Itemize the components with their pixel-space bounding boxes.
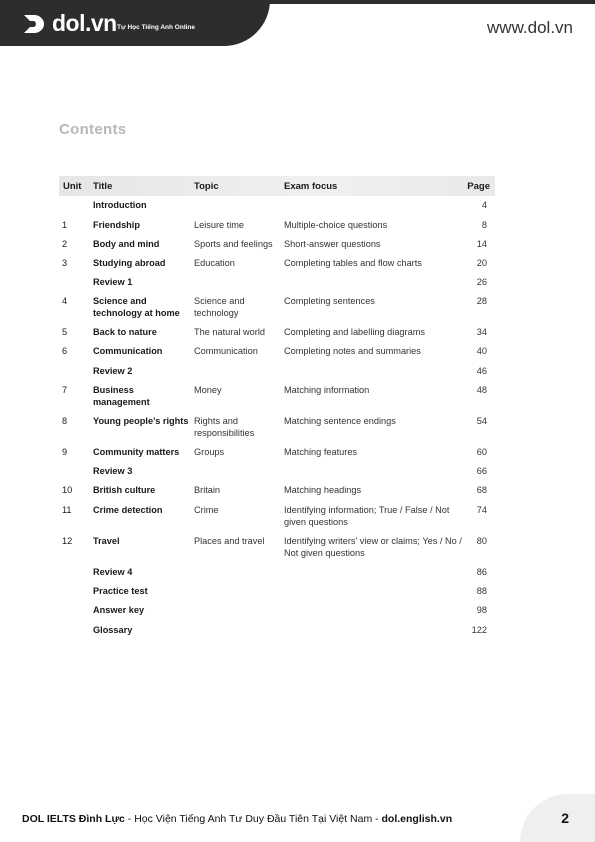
row-title: Introduction bbox=[93, 200, 147, 210]
logo-tagline: Tự Học Tiếng Anh Online bbox=[117, 24, 196, 31]
row-title: Science and technology at home bbox=[93, 296, 180, 318]
row-title: Review 2 bbox=[93, 366, 133, 376]
row-title: Travel bbox=[93, 536, 120, 546]
row-page: 48 bbox=[476, 385, 487, 395]
table-row bbox=[59, 484, 495, 503]
page-number: 2 bbox=[561, 810, 569, 826]
header-title: Title bbox=[93, 181, 113, 192]
table-row bbox=[59, 446, 495, 465]
row-title: Back to nature bbox=[93, 327, 157, 337]
row-page: 86 bbox=[476, 567, 487, 577]
row-title: Review 4 bbox=[93, 567, 133, 577]
row-topic: Rights and responsibilities bbox=[194, 416, 255, 438]
row-unit: 9 bbox=[62, 447, 68, 457]
table-row bbox=[59, 384, 495, 415]
row-title: Body and mind bbox=[93, 239, 160, 249]
site-url-link[interactable]: www.dol.vn bbox=[487, 18, 573, 37]
row-unit: 10 bbox=[62, 485, 73, 495]
row-title: Friendship bbox=[93, 220, 140, 230]
table-row bbox=[59, 465, 495, 484]
row-page: 8 bbox=[481, 220, 487, 230]
row-exam-focus: Matching information bbox=[284, 385, 370, 395]
row-page: 34 bbox=[476, 327, 487, 337]
row-title: Crime detection bbox=[93, 505, 163, 515]
row-page: 26 bbox=[476, 277, 487, 287]
table-row bbox=[59, 365, 495, 384]
row-unit: 6 bbox=[62, 346, 68, 356]
row-unit: 5 bbox=[62, 327, 68, 337]
row-title: Practice test bbox=[93, 586, 148, 596]
row-unit: 4 bbox=[62, 296, 68, 306]
table-row bbox=[59, 199, 495, 218]
table-row bbox=[59, 219, 495, 238]
row-topic: The natural world bbox=[194, 327, 265, 337]
row-exam-focus: Completing tables and flow charts bbox=[284, 258, 422, 268]
row-unit: 1 bbox=[62, 220, 68, 230]
table-row bbox=[59, 257, 495, 276]
header-page: Page bbox=[467, 181, 490, 192]
row-title: British culture bbox=[93, 485, 156, 495]
header-exam-focus: Exam focus bbox=[284, 181, 338, 192]
row-unit: 8 bbox=[62, 416, 68, 426]
row-topic: Britain bbox=[194, 485, 221, 495]
row-page: 60 bbox=[476, 447, 487, 457]
table-row bbox=[59, 345, 495, 364]
table-row bbox=[59, 238, 495, 257]
row-exam-focus: Multiple-choice questions bbox=[284, 220, 388, 230]
row-exam-focus: Identifying information; True / False / Not given questions bbox=[284, 505, 450, 527]
row-page: 80 bbox=[476, 536, 487, 546]
row-page: 88 bbox=[476, 586, 487, 596]
row-title: Review 1 bbox=[93, 277, 133, 287]
header-unit: Unit bbox=[63, 181, 82, 192]
row-title: Answer key bbox=[93, 605, 145, 615]
row-page: 54 bbox=[476, 416, 487, 426]
row-topic: Crime bbox=[194, 505, 219, 515]
row-topic: Places and travel bbox=[194, 536, 265, 546]
row-exam-focus: Matching sentence endings bbox=[284, 416, 396, 426]
row-page: 4 bbox=[481, 200, 487, 210]
logo-text[interactable]: dol.vn bbox=[52, 10, 117, 36]
row-unit: 12 bbox=[62, 536, 73, 546]
row-topic: Science and technology bbox=[194, 296, 245, 318]
table-row bbox=[59, 566, 495, 585]
footer-brand: DOL IELTS Đình Lực bbox=[22, 813, 125, 825]
header-topic: Topic bbox=[194, 181, 219, 192]
row-title: Community matters bbox=[93, 447, 180, 457]
row-title: Review 3 bbox=[93, 466, 133, 476]
row-title: Business management bbox=[93, 385, 150, 407]
row-exam-focus: Completing notes and summaries bbox=[284, 346, 421, 356]
row-title: Studying abroad bbox=[93, 258, 166, 268]
row-page: 74 bbox=[476, 505, 487, 515]
footer-link[interactable]: dol.english.vn bbox=[381, 813, 453, 825]
table-row bbox=[59, 585, 495, 604]
row-exam-focus: Short-answer questions bbox=[284, 239, 381, 249]
row-topic: Leisure time bbox=[194, 220, 245, 230]
contents-title: Contents bbox=[59, 121, 127, 138]
table-row bbox=[59, 326, 495, 345]
dol-logo-icon bbox=[22, 13, 46, 35]
row-page: 98 bbox=[476, 605, 487, 615]
row-page: 14 bbox=[476, 239, 487, 249]
row-exam-focus: Completing and labelling diagrams bbox=[284, 327, 425, 337]
row-page: 28 bbox=[476, 296, 487, 306]
row-title: Glossary bbox=[93, 625, 133, 635]
row-topic: Communication bbox=[194, 346, 258, 356]
row-page: 68 bbox=[476, 485, 487, 495]
row-title: Young people’s rights bbox=[93, 416, 189, 426]
row-topic: Sports and feelings bbox=[194, 239, 273, 249]
table-row bbox=[59, 604, 495, 623]
row-page: 20 bbox=[476, 258, 487, 268]
row-page: 122 bbox=[471, 625, 487, 635]
row-unit: 7 bbox=[62, 385, 68, 395]
footer-tagline: - Học Viện Tiếng Anh Tư Duy Đầu Tiên Tại Việt Nam - bbox=[124, 813, 382, 825]
row-title: Communication bbox=[93, 346, 163, 356]
row-exam-focus: Matching features bbox=[284, 447, 358, 457]
row-exam-focus: Completing sentences bbox=[284, 296, 375, 306]
row-page: 40 bbox=[476, 346, 487, 356]
footer-corner bbox=[520, 794, 595, 842]
table-row bbox=[59, 276, 495, 295]
header-banner bbox=[0, 0, 270, 46]
row-page: 46 bbox=[476, 366, 487, 376]
row-unit: 3 bbox=[62, 258, 68, 268]
contents-table bbox=[59, 176, 495, 635]
row-unit: 2 bbox=[62, 239, 68, 249]
row-exam-focus: Matching headings bbox=[284, 485, 362, 495]
table-row bbox=[59, 504, 495, 535]
row-topic: Money bbox=[194, 385, 222, 395]
table-row bbox=[59, 295, 495, 326]
footer-text bbox=[22, 813, 452, 825]
row-topic: Education bbox=[194, 258, 235, 268]
table-header-row bbox=[59, 176, 495, 196]
table-row bbox=[59, 624, 495, 643]
table-row bbox=[59, 535, 495, 566]
row-unit: 11 bbox=[62, 505, 72, 515]
row-exam-focus: Identifying writers’ view or claims; Yes / No / Not given questions bbox=[284, 536, 462, 558]
row-page: 66 bbox=[476, 466, 487, 476]
table-row bbox=[59, 415, 495, 446]
row-topic: Groups bbox=[194, 447, 225, 457]
